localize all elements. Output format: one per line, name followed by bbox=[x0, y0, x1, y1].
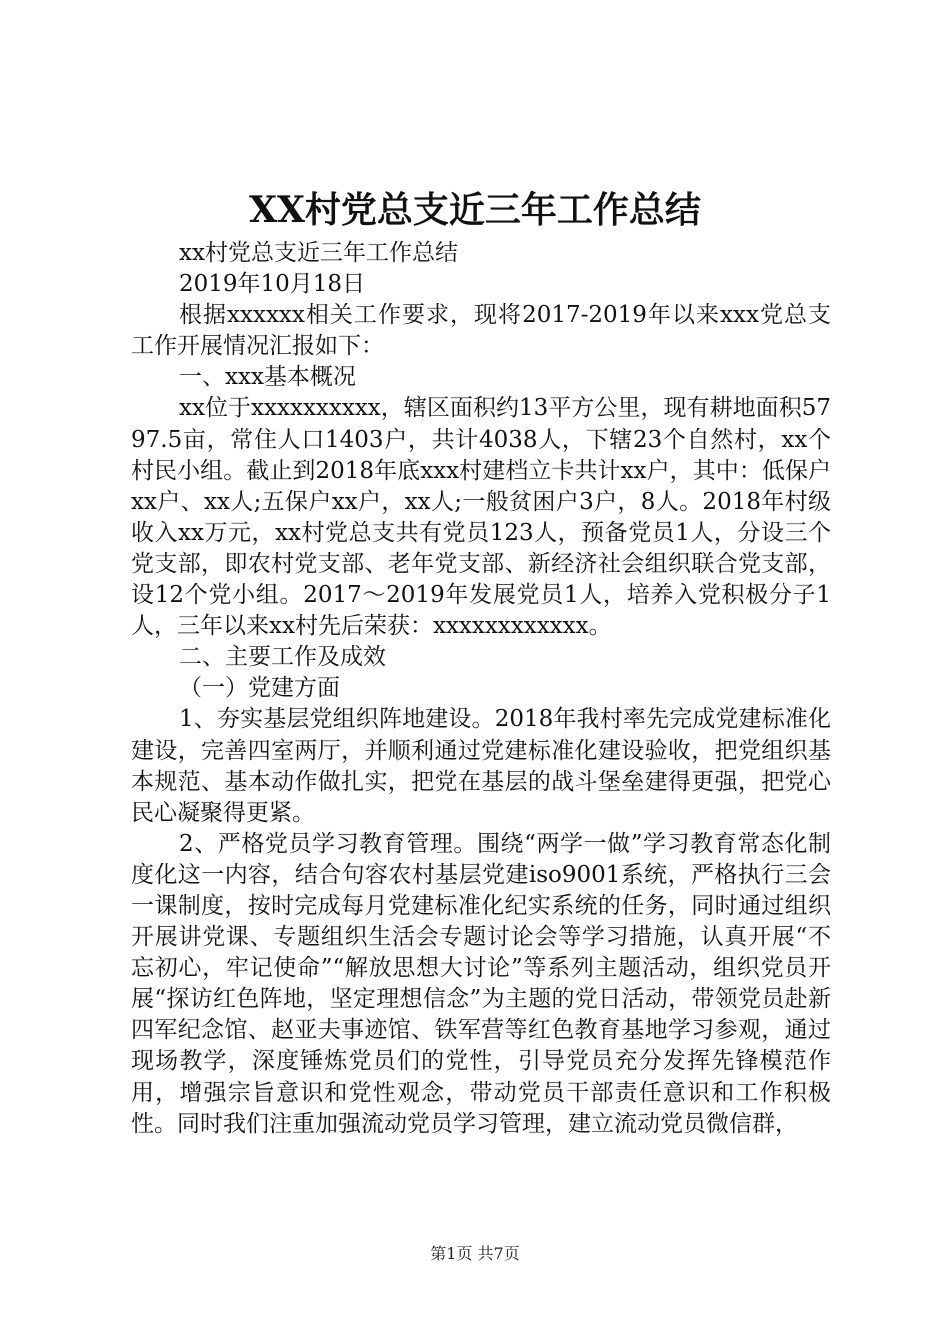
section-heading-overview: 一、xxx基本概况 bbox=[179, 364, 356, 391]
subsection-heading-party-building: （一）党建方面 bbox=[179, 675, 340, 702]
body-paragraph-intro: 根据xxxxxx相关工作要求，现将2017-2019年以来xxx党总支工作开展情况汇报如下： bbox=[131, 302, 831, 360]
body-paragraph-item-2: 2、严格党员学习教育管理。围绕“两学一做”学习教育常态化制度化这一内容，结合句容农村基层党建iso9001系统，严格执行三会一课制度，按时完成每月党建标准化纪实系统的任务，同时通过组织开展讲党课、专题组织生活会专题讨论会等学习措施，认真开展“不忘初心，牢记使命”“解放思想大讨论”等系列主题活动，组织党员开展“探访红色阵地，坚定理想信念”为主题的党日活动，带领党员赴新四军纪念馆、赵亚夫事迹馆、铁军营等红色教育基地学习参观，通过现场教学，深度锤炼党员们的党性，引导党员充分发挥先锋模范作用，增强宗旨意识和党性观念，带动党员干部责任意识和工作积极性。同时我们注重加强流动党员学习管理，建立流动党员微信群， bbox=[131, 830, 831, 1137]
body-paragraph-date: 2019年10月18日 bbox=[179, 271, 366, 298]
document-title: XX村党总支近三年工作总结 bbox=[249, 189, 701, 231]
section-heading-main-work: 二、主要工作及成效 bbox=[179, 644, 386, 671]
document-body bbox=[131, 238, 831, 1140]
body-paragraph-overview: xx位于xxxxxxxxxx，辖区面积约13平方公里，现有耕地面积5797.5亩，常住人口1403户，共计4038人，下辖23个自然村，xx个村民小组。截止到2018年底xxx村建档立卡共计xx户，其中：低保户xx户、xx人;五保户xx户，xx人;一般贫困户3户，8人。2018年村级收入xx万元，xx村党总支共有党员123人，预备党员1人，分设三个党支部，即农村党支部、老年党支部、新经济社会组织联合党支部，设12个党小组。2017～2019年发展党员1人，培养入党积极分子1人，三年以来xx村先后荣获：xxxxxxxxxxxx。 bbox=[131, 395, 831, 640]
body-paragraph-subtitle: xx村党总支近三年工作总结 bbox=[179, 240, 458, 266]
body-paragraph-item-1: 1、夯实基层党组织阵地建设。2018年我村率先完成党建标准化建设，完善四室两厅，并顺利通过党建标准化建设验收，把党组织基本规范、基本动作做扎实，把党在基层的战斗堡垒建得更强，把党心民心凝聚得更紧。 bbox=[131, 706, 831, 826]
page-footer: 第1页 共7页 bbox=[430, 1244, 520, 1263]
